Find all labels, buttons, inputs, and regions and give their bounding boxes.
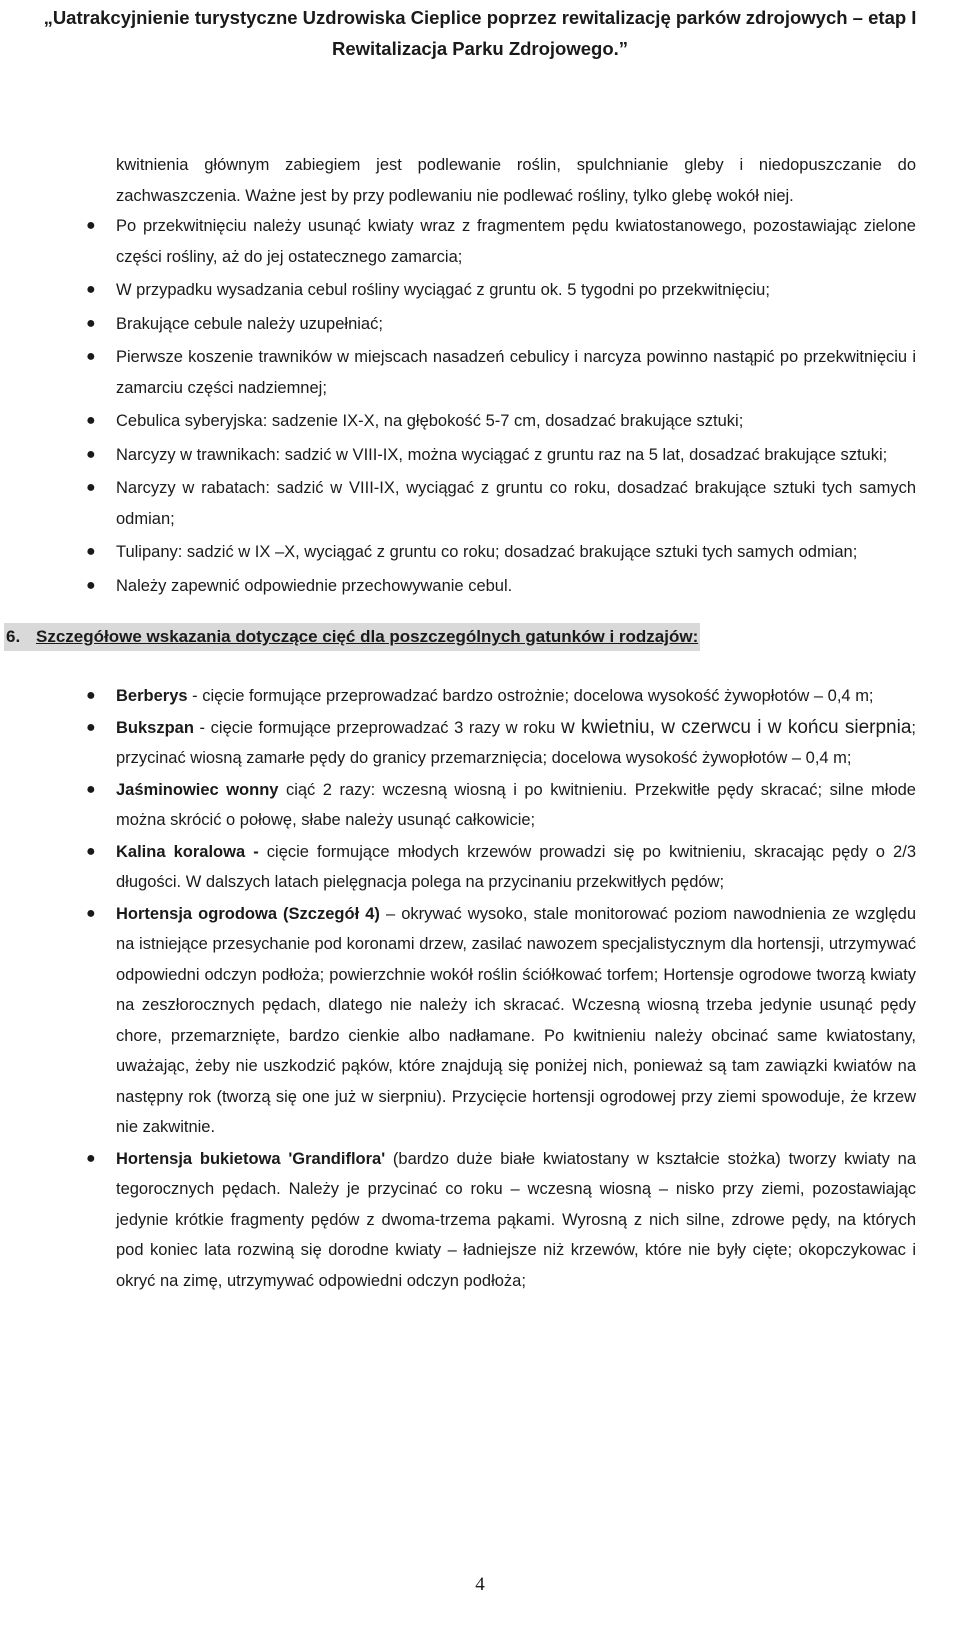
list-item: ● Cebulica syberyjska: sadzenie IX-X, na głębokość 5-7 cm, dosadzać brakujące sztuki; — [116, 406, 916, 437]
pruning-list — [0, 681, 960, 1296]
list-item: ● W przypadku wysadzania cebul rośliny wyciągać z gruntu ok. 5 tygodni po przekwitnięciu; — [116, 275, 916, 306]
plant-name: Berberys — [116, 687, 188, 705]
list-item: ● Kalina koralowa - cięcie formujące młodych krzewów prowadzi się po kwitnieniu, skracając pędy o 2/3 długości. W dalszych latach pielęgnacja polega na przycinaniu przekwitłych pędów; — [116, 837, 916, 898]
header-title-line-2: Rewitalizacja Parku Zdrojowego.” — [331, 38, 629, 59]
list-item: ● Hortensja bukietowa 'Grandiflora' (bardzo duże białe kwiatostany w kształcie stożka) tworzy kwiaty na tegorocznych pędach. Należy je przycinać co roku – wczesną wiosną – nisko przy ziemi, pozostawiając jedynie krótkie fragmenty pędów z dwoma-trzema pąkami. Wyrosną z nich silne, zdrowe pędy, na których pod koniec lata rozwiną się dorodne kwiaty – ładniejsze niż krzewów, które nie były cięte; okopczykowac i okryć na zimę, utrzymywać odpowiedni odczyn podłoża; — [116, 1144, 916, 1297]
list-item: ● Po przekwitnięciu należy usunąć kwiaty wraz z fragmentem pędu kwiatostanowego, pozostawiając zielone części rośliny, aż do jej ostatecznego zamarcia; — [116, 211, 916, 272]
bullet-icon: ● — [86, 687, 96, 704]
section-heading — [0, 619, 960, 655]
list-item: ● Brakujące cebule należy uzupełniać; — [116, 309, 916, 340]
document-header — [0, 0, 960, 64]
bullet-icon: ● — [86, 780, 96, 798]
plant-name: Bukszpan — [116, 718, 194, 737]
header-title-line-1: „Uatrakcyjnienie turystyczne Uzdrowiska Cieplice poprzez rewitalizację parków zdrojowych – etap I — [43, 7, 917, 28]
plant-name: Hortensja ogrodowa (Szczegół 4) — [116, 904, 380, 923]
section-number: 6. — [6, 627, 21, 646]
intro-paragraph: kwitnienia głównym zabiegiem jest podlewanie roślin, spulchnianie gleby i niedopuszczanie do zachwaszczenia. Ważne jest by przy podlewaniu nie podlewać rośliny, tylko glebę wokół niej. — [116, 156, 916, 205]
bulb-care-list — [0, 211, 960, 601]
list-item: ● Pierwsze koszenie trawników w miejscach nasadzeń cebulicy i narcyza powinno nastąpić po przekwitnięciu i zamarciu części nadziemnej; — [116, 342, 916, 403]
bullet-icon: ● — [86, 412, 96, 429]
list-item: ● Bukszpan - cięcie formujące przeprowadzać 3 razy w roku w kwietniu, w czerwcu i w końcu sierpnia; przycinać wiosną zamarłe pędy do granicy przemarznięcia; docelowa wysokość żywopłotów – 0,4 m; — [116, 713, 916, 774]
plant-name: Jaśminowiec wonny — [116, 780, 279, 799]
list-item: ● Narcyzy w trawnikach: sadzić w VIII-IX, można wyciągać z gruntu raz na 5 lat, dosadzać brakujące sztuki; — [116, 440, 916, 471]
bullet-icon: ● — [86, 842, 96, 860]
bullet-icon: ● — [86, 314, 96, 332]
bullet-icon: ● — [86, 718, 96, 736]
plant-name: Hortensja bukietowa 'Grandiflora' — [116, 1149, 386, 1168]
list-item: ● Jaśminowiec wonny ciąć 2 razy: wczesną wiosną i po kwitnieniu. Przekwitłe pędy skracać; silne młode można skrócić o połowę, słabe należy usunąć całkowicie; — [116, 775, 916, 836]
bullet-icon: ● — [86, 479, 96, 496]
bullet-icon: ● — [86, 445, 96, 463]
list-item: ● Narcyzy w rabatach: sadzić w VIII-IX, wyciągać z gruntu co roku, dosadzać brakujące sztuki tych samych odmian; — [116, 473, 916, 534]
bullet-icon: ● — [86, 543, 96, 560]
list-item: ● Berberys - cięcie formujące przeprowadzać bardzo ostrożnie; docelowa wysokość żywopłotów – 0,4 m; — [116, 681, 916, 712]
bullet-icon: ● — [86, 217, 96, 234]
bullet-icon: ● — [86, 1149, 96, 1167]
section-title: Szczegółowe wskazania dotyczące cięć dla poszczególnych gatunków i rodzajów: — [36, 627, 699, 646]
bullet-icon: ● — [86, 904, 96, 922]
list-item: ● Hortensja ogrodowa (Szczegół 4) – okrywać wysoko, stale monitorować poziom nawodnienia ze względu na istniejące przesychanie pod koronami drzew, zasilać nawozem specjalistycznym dla hortensji, utrzymywać odpowiedni odczyn podłoża; powierzchnie wokół roślin ściółkować torfem; Hortensje ogrodowe tworzą kwiaty na zeszłorocznych pędach, dlatego nie należy ich skracać. Wczesną wiosną trzeba jedynie usunąć pędy chore, przemarznięte, bardzo cienkie albo nadłamane. Po kwitnieniu należy obcinać same kwiatostany, uważając, żeby nie uszkodzić pąków, które znajdują się poniżej nich, ponieważ są tam zawiązki kwiatów na następny rok (tworzą się one już w sierpniu). Przycięcie hortensji ogrodowej przy ziemi spowoduje, że krzew nie zakwitnie. — [116, 899, 916, 1143]
document-body — [0, 150, 960, 1297]
list-item: ● Należy zapewnić odpowiednie przechowywanie cebul. — [116, 571, 916, 602]
list-item: ● Tulipany: sadzić w IX –X, wyciągać z gruntu co roku; dosadzać brakujące sztuki tych samych odmian; — [116, 537, 916, 568]
bullet-icon: ● — [86, 576, 96, 594]
page-number: 4 — [475, 1574, 485, 1595]
bullet-icon: ● — [86, 348, 96, 365]
bullet-icon: ● — [86, 281, 96, 298]
plant-name: Kalina koralowa - — [116, 842, 259, 861]
